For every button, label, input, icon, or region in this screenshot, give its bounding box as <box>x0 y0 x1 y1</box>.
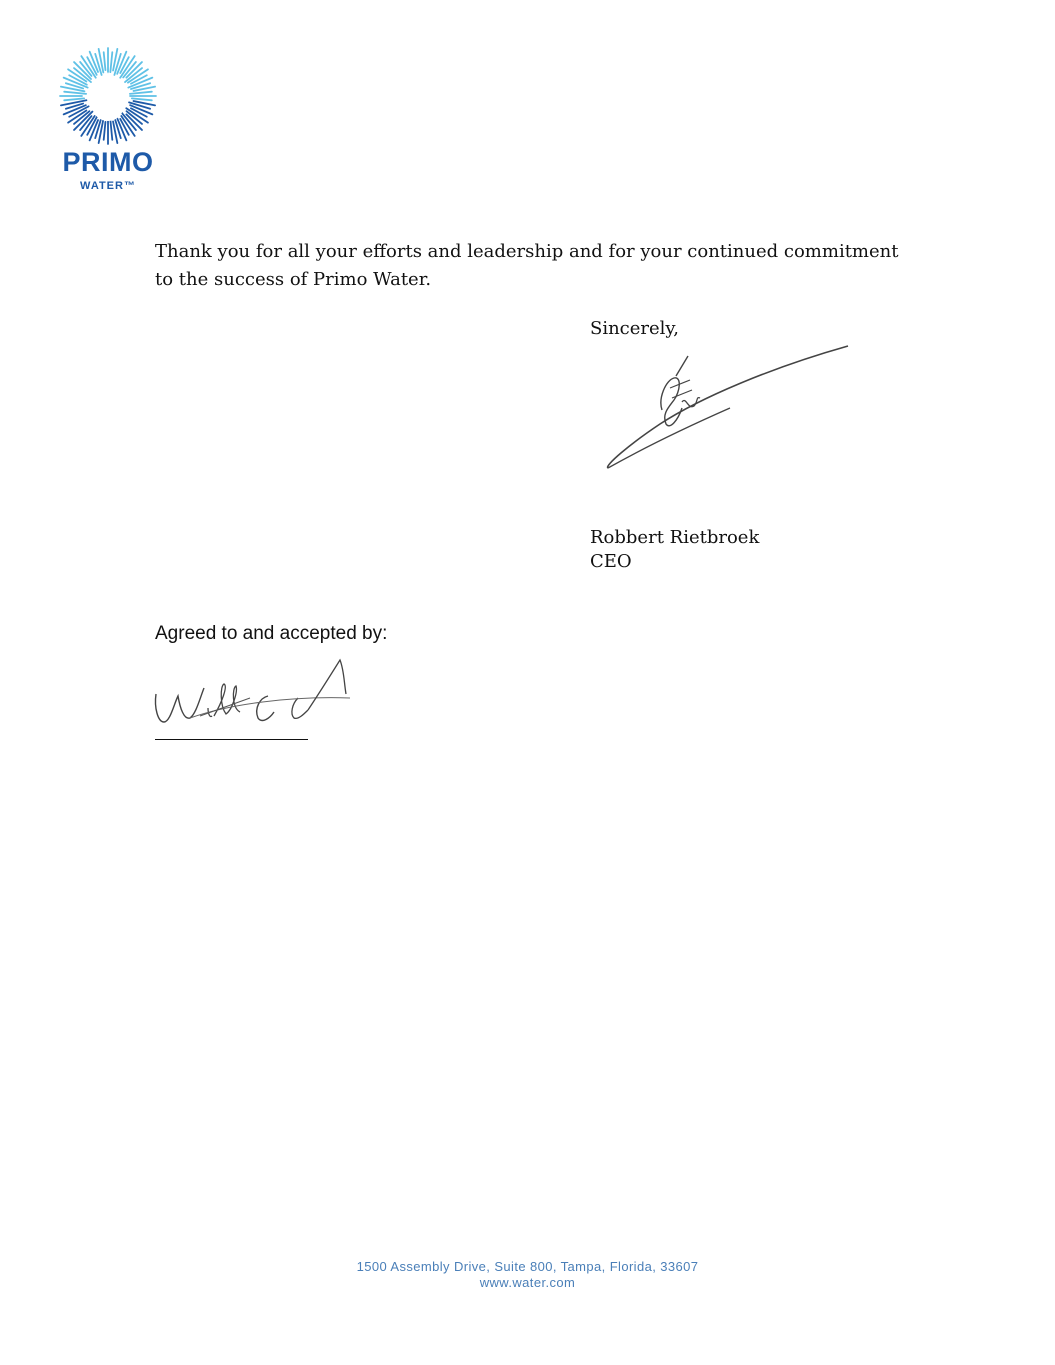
signature-line <box>155 739 308 740</box>
footer-address: 1500 Assembly Drive, Suite 800, Tampa, Florida, 33607 <box>356 1259 699 1274</box>
employee-signature <box>150 652 355 730</box>
ceo-signature <box>600 340 855 480</box>
letter-body: Thank you for all your efforts and leadership and for your continued commitment to the success of Primo Water. <box>155 241 899 290</box>
logo-ray <box>110 52 112 72</box>
signer-title: CEO <box>590 551 632 572</box>
logo-subtitle: WATER™ <box>80 180 136 192</box>
logo-wordmark: PRIMO <box>62 147 154 177</box>
company-logo <box>52 44 164 200</box>
signer-name: Robbert Rietbroek <box>590 527 760 548</box>
logo-ray <box>104 122 106 140</box>
logo-ray <box>64 98 84 100</box>
logo-ray <box>110 118 112 140</box>
logo-ray <box>104 52 106 70</box>
logo-ray <box>132 98 152 100</box>
letter-closing: Sincerely, <box>590 318 679 339</box>
sunburst-water-drop-icon <box>52 44 164 148</box>
footer-website[interactable]: www.water.com <box>479 1275 576 1290</box>
logo-ray <box>130 92 152 94</box>
acceptance-label: Agreed to and accepted by: <box>155 623 388 644</box>
logo-ray <box>64 92 86 94</box>
